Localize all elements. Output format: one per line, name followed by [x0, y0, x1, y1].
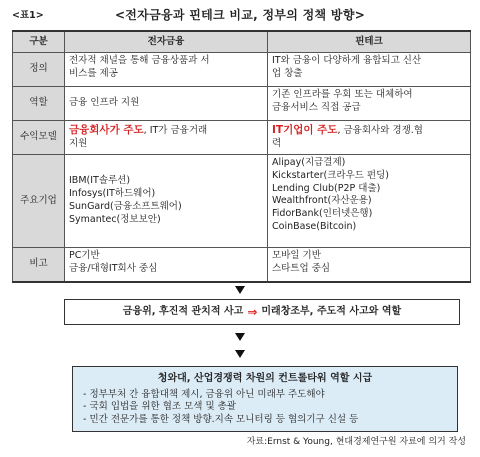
- revenue-fintech: [268, 121, 471, 155]
- source-note: 자료:Ernst & Young, 현대경제연구원 자료에 의거 작성: [246, 437, 466, 447]
- text: , IT가 금융거래: [143, 125, 208, 136]
- role-fintech: [268, 87, 471, 121]
- category-revenue-model: 수익모델: [13, 121, 65, 155]
- category-major-companies: 주요기업: [13, 155, 65, 248]
- text-line: [69, 123, 263, 138]
- current-approach-text: 금융위, 후진적 관치적 사고: [122, 305, 244, 317]
- down-arrow-icon: [235, 286, 245, 294]
- text-line: 모바일 기반: [272, 250, 321, 261]
- header-category: 구분: [13, 31, 65, 53]
- category-definition: 정의: [13, 53, 65, 87]
- table-header: [8, 8, 472, 24]
- companies-fintech: [268, 155, 471, 248]
- table-title: <전자금융과 핀테크 비교, 정부의 정책 방향>: [114, 8, 366, 22]
- role-e-finance: [65, 87, 268, 121]
- header-e-finance: 전자금융: [65, 31, 268, 53]
- text-line: 력: [272, 137, 282, 149]
- list-item: - 민간 전문가를 통한 정책 방향.지속 모니터링 등 협의기구 신설 등: [83, 414, 359, 426]
- text-line: PC기반: [69, 250, 100, 261]
- text-line: 금융/대형IT회사 중심: [69, 262, 158, 274]
- revenue-e-finance: [65, 121, 268, 155]
- row-definition: [13, 53, 471, 87]
- definition-e-finance: [65, 53, 268, 87]
- company-item: Infosys(IT하드웨어): [69, 188, 156, 200]
- table-number: <표1>: [12, 10, 44, 21]
- text-line: 금융서비스 직접 공급: [272, 101, 361, 113]
- header-fintech: 핀테크: [268, 31, 471, 53]
- down-arrow-icon: [235, 350, 245, 358]
- text-line: [272, 123, 466, 138]
- proposed-approach-text: 미래창조부, 주도적 사고와 역할: [261, 305, 402, 317]
- text: , 금융회사와 경쟁.협: [337, 125, 423, 136]
- list-item: - 국회 입법을 위한 협조 모색 및 총괄: [83, 401, 237, 413]
- company-item: CoinBase(Bitcoin): [272, 221, 357, 233]
- text-line: 업 창출: [272, 67, 303, 79]
- text-line: 스타트업 중심: [272, 262, 331, 274]
- control-tower-title: 청와대, 산업경쟁력 차원의 컨트롤타워 역할 시급: [157, 373, 373, 384]
- company-item: Alipay(지급결제): [272, 157, 346, 168]
- definition-fintech: [268, 53, 471, 87]
- company-item: Symantec(정보보안): [69, 213, 161, 225]
- company-item: Lending Club(P2P 대출): [272, 182, 381, 194]
- companies-e-finance: [65, 155, 268, 248]
- right-arrow-icon: ⇒: [247, 304, 258, 319]
- company-item: IBM(IT솔루션): [69, 175, 131, 187]
- row-remarks: [13, 248, 471, 282]
- company-item: FidorBank(인터넷은행): [272, 208, 373, 220]
- text-line: 금융 인프라 지원: [69, 97, 140, 109]
- highlight-text: IT기업이 주도: [272, 124, 338, 136]
- remarks-fintech: [268, 248, 471, 282]
- list-item: - 정부부처 간 융합대책 제시, 금융위 아닌 미래부 주도해야: [83, 388, 325, 400]
- company-item: Kickstarter(크라우드 펀딩): [272, 169, 389, 181]
- table-header-row: [13, 31, 471, 53]
- category-remarks: 비고: [13, 248, 65, 282]
- category-role: 역할: [13, 87, 65, 121]
- company-item: SunGard(금융소프트웨어): [69, 201, 182, 212]
- text-line: 전자적 채널을 통해 금융상품과 서: [69, 55, 210, 66]
- row-major-companies: [13, 155, 471, 248]
- comparison-table: [12, 30, 471, 283]
- row-revenue-model: [13, 121, 471, 155]
- control-tower-box: [72, 366, 458, 432]
- highlight-text: 금융회사가 주도: [69, 124, 144, 136]
- text-line: 지원: [69, 137, 88, 149]
- text-line: 비스를 제공: [69, 67, 118, 79]
- policy-shift-box: [64, 299, 460, 325]
- down-arrow-icon: [235, 333, 245, 341]
- company-item: Wealthfront(자산운용): [272, 195, 372, 207]
- text-line: IT와 금융이 다양하게 융합되고 신산: [272, 55, 422, 66]
- row-role: [13, 87, 471, 121]
- text-line: 기존 인프라를 우회 또는 대체하여: [272, 89, 413, 100]
- remarks-e-finance: [65, 248, 268, 282]
